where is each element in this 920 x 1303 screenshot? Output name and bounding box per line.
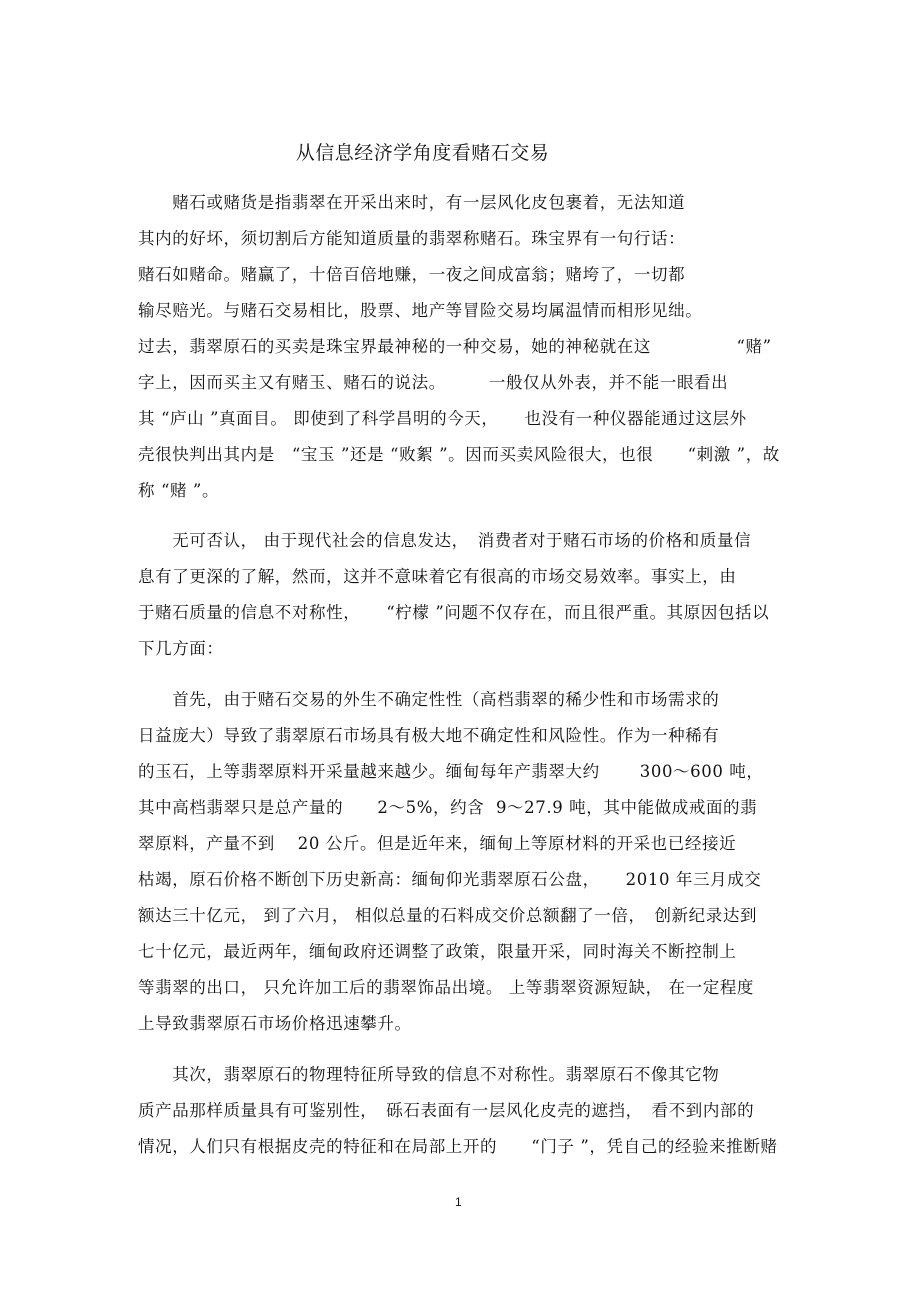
text-line: 其 “庐山 ”真面目。 即使到了科学昌明的今天， 也没有一种仪器能通过这层外 [138, 409, 747, 428]
text-line: 质产品那样质量具有可鉴别性， 砾石表面有一层风化皮壳的遮挡， 看不到内部的 [138, 1101, 755, 1120]
text-line: 壳很快判出其内是 “宝玉 ”还是 “败絮 ”。因而买卖风险很大，也很 “刺激 ”，故 [138, 445, 780, 464]
text-line: 首先，由于赌石交易的外生不确定性性（高档翡翠的稀少性和市场需求的 [138, 690, 720, 709]
text-line: 赌石如赌命。赌赢了，十倍百倍地赚，一夜之间成富翁；赌垮了，一切都 [138, 265, 686, 284]
text-line: 情况，人们只有根据皮壳的特征和在局部上开的 “门子 ”，凭自己的经验来推断赌 [138, 1137, 778, 1156]
text-line: 枯竭，原石价格不断创下历史新高：缅甸仰光翡翠原石公盘， 2010 年三月成交 [138, 870, 762, 889]
page-number: 1 [455, 1195, 462, 1209]
text-line: 的玉石，上等翡翠原料开采量越来越少。缅甸每年产翡翠大约 300～600 吨， [138, 762, 764, 781]
text-line: 日益庞大）导致了翡翠原石市场具有极大地不确定性和风险性。作为一种稀有 [138, 726, 720, 745]
text-line: 过去，翡翠原石的买卖是珠宝界最神秘的一种交易，她的神秘就在这 “赌” [138, 337, 772, 356]
text-line: 上导致翡翠原石市场价格迅速攀升。 [138, 1014, 412, 1033]
text-line: 其次，翡翠原石的物理特征所导致的信息不对称性。翡翠原石不像其它物 [138, 1065, 720, 1084]
document-title: 从信息经济学角度看赌石交易 [295, 142, 550, 164]
text-line: 赌石或赌货是指翡翠在开采出来时，有一层风化皮包裹着，无法知道 [138, 193, 686, 212]
text-line: 翠原料，产量不到 20 公斤。但是近年来，缅甸上等原材料的开采也已经接近 [138, 834, 737, 853]
text-line: 额达三十亿元， 到了六月， 相似总量的石料成交价总额翻了一倍， 创新纪录达到 [138, 906, 758, 925]
text-line: 输尽赔光。与赌石交易相比，股票、地产等冒险交易均属温情而相形见绌。 [138, 301, 703, 320]
text-line: 其内的好坏，须切割后方能知道质量的翡翠称赌石。珠宝界有一句行话： [138, 229, 686, 248]
text-line: 于赌石质量的信息不对称性， “柠檬 ”问题不仅存在，而且很严重。其原因包括以 [138, 603, 770, 622]
text-line: 下几方面： [138, 639, 224, 658]
text-line: 其中高档翡翠只是总产量的 2～5%，约含 9～27.9 吨，其中能做成戒面的翡 [138, 798, 758, 817]
text-line: 称 “赌 ”。 [138, 481, 220, 500]
text-line: 字上，因而买主又有赌玉、赌石的说法。 一般仅从外表，并不能一眼看出 [138, 373, 729, 392]
text-line: 息有了更深的了解，然而，这并不意味着它有很高的市场交易效率。事实上，由 [138, 567, 737, 586]
text-line: 无可否认， 由于现代社会的信息发达， 消费者对于赌石市场的价格和质量信 [138, 531, 752, 550]
text-line: 七十亿元，最近两年，缅甸政府还调整了政策，限量开采，同时海关不断控制上 [138, 942, 737, 961]
text-line: 等翡翠的出口， 只允许加工后的翡翠饰品出境。 上等翡翠资源短缺， 在一定程度 [138, 978, 755, 997]
